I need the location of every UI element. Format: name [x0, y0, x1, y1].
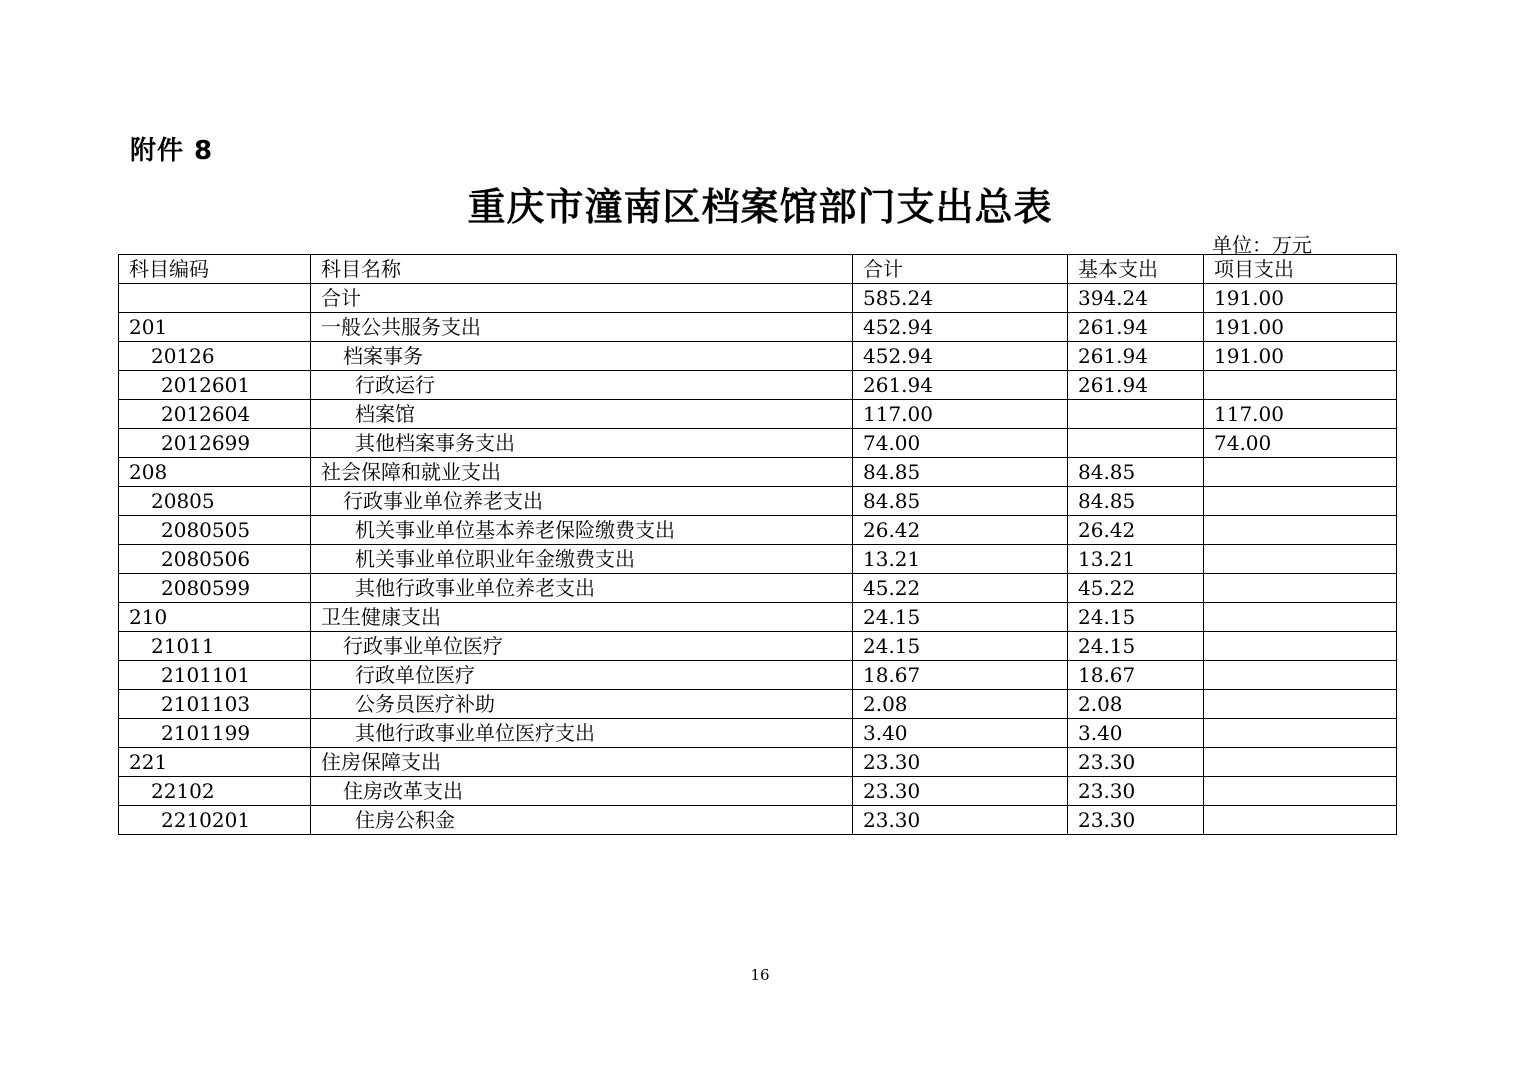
cell-code: 208 [119, 458, 311, 487]
cell-total: 45.22 [853, 574, 1068, 603]
table-row [119, 313, 1397, 342]
cell-basic [1068, 400, 1204, 429]
cell-name: 社会保障和就业支出 [311, 458, 853, 487]
header-name: 科目名称 [311, 255, 853, 284]
document-title: 重庆市潼南区档案馆部门支出总表 [467, 184, 1053, 229]
page-number: 16 [750, 966, 770, 984]
cell-name: 机关事业单位基本养老保险缴费支出 [311, 516, 853, 545]
table-row [119, 284, 1397, 313]
cell-code: 201 [119, 313, 311, 342]
cell-total: 23.30 [853, 777, 1068, 806]
cell-code: 21011 [119, 632, 311, 661]
cell-name: 一般公共服务支出 [311, 313, 853, 342]
cell-project: 191.00 [1204, 284, 1397, 313]
expense-table [118, 254, 1397, 835]
cell-project [1204, 545, 1397, 574]
cell-project: 191.00 [1204, 342, 1397, 371]
table-row [119, 458, 1397, 487]
header-basic: 基本支出 [1068, 255, 1204, 284]
table-row [119, 516, 1397, 545]
header-total: 合计 [853, 255, 1068, 284]
cell-project [1204, 777, 1397, 806]
header-project: 项目支出 [1204, 255, 1397, 284]
cell-total: 261.94 [853, 371, 1068, 400]
cell-total: 117.00 [853, 400, 1068, 429]
header-code: 科目编码 [119, 255, 311, 284]
cell-total: 26.42 [853, 516, 1068, 545]
cell-code: 20805 [119, 487, 311, 516]
cell-total: 13.21 [853, 545, 1068, 574]
cell-project [1204, 748, 1397, 777]
cell-basic: 84.85 [1068, 458, 1204, 487]
cell-total: 84.85 [853, 487, 1068, 516]
cell-code: 22102 [119, 777, 311, 806]
cell-code: 210 [119, 603, 311, 632]
cell-total: 24.15 [853, 632, 1068, 661]
cell-name: 住房改革支出 [311, 777, 853, 806]
cell-basic: 261.94 [1068, 313, 1204, 342]
table-header-row [119, 255, 1397, 284]
cell-basic: 45.22 [1068, 574, 1204, 603]
cell-code: 2101101 [119, 661, 311, 690]
cell-basic: 23.30 [1068, 777, 1204, 806]
cell-name: 行政事业单位医疗 [311, 632, 853, 661]
cell-name: 其他行政事业单位医疗支出 [311, 719, 853, 748]
table-row [119, 806, 1397, 835]
cell-name: 住房公积金 [311, 806, 853, 835]
cell-name: 机关事业单位职业年金缴费支出 [311, 545, 853, 574]
cell-project [1204, 458, 1397, 487]
cell-name: 公务员医疗补助 [311, 690, 853, 719]
cell-total: 84.85 [853, 458, 1068, 487]
cell-basic: 23.30 [1068, 748, 1204, 777]
cell-name: 合计 [311, 284, 853, 313]
cell-code [119, 284, 311, 313]
cell-basic: 3.40 [1068, 719, 1204, 748]
table-row [119, 748, 1397, 777]
cell-code: 2210201 [119, 806, 311, 835]
table-row [119, 719, 1397, 748]
table-row [119, 487, 1397, 516]
cell-basic: 84.85 [1068, 487, 1204, 516]
table-row [119, 690, 1397, 719]
cell-project [1204, 487, 1397, 516]
cell-code: 2012601 [119, 371, 311, 400]
cell-project [1204, 690, 1397, 719]
cell-total: 23.30 [853, 748, 1068, 777]
cell-name: 行政事业单位养老支出 [311, 487, 853, 516]
table-row [119, 574, 1397, 603]
unit-label: 单位：万元 [1212, 233, 1312, 257]
cell-name: 其他档案事务支出 [311, 429, 853, 458]
table-body [119, 284, 1397, 835]
cell-basic: 394.24 [1068, 284, 1204, 313]
cell-name: 档案馆 [311, 400, 853, 429]
cell-project [1204, 719, 1397, 748]
cell-basic: 26.42 [1068, 516, 1204, 545]
attachment-label: 附件 8 [130, 136, 214, 166]
cell-code: 2101199 [119, 719, 311, 748]
cell-basic: 261.94 [1068, 342, 1204, 371]
cell-basic: 13.21 [1068, 545, 1204, 574]
table-row [119, 632, 1397, 661]
table-row [119, 371, 1397, 400]
cell-code: 2101103 [119, 690, 311, 719]
cell-total: 585.24 [853, 284, 1068, 313]
cell-total: 2.08 [853, 690, 1068, 719]
cell-basic: 23.30 [1068, 806, 1204, 835]
table-row [119, 429, 1397, 458]
cell-project [1204, 661, 1397, 690]
cell-basic: 2.08 [1068, 690, 1204, 719]
table-row [119, 777, 1397, 806]
cell-name: 行政运行 [311, 371, 853, 400]
table-row [119, 400, 1397, 429]
table-row [119, 661, 1397, 690]
cell-name: 住房保障支出 [311, 748, 853, 777]
cell-total: 23.30 [853, 806, 1068, 835]
cell-project: 74.00 [1204, 429, 1397, 458]
cell-project [1204, 603, 1397, 632]
table-row [119, 603, 1397, 632]
cell-name: 卫生健康支出 [311, 603, 853, 632]
cell-name: 档案事务 [311, 342, 853, 371]
cell-project: 191.00 [1204, 313, 1397, 342]
cell-total: 18.67 [853, 661, 1068, 690]
cell-code: 2080505 [119, 516, 311, 545]
cell-code: 2080599 [119, 574, 311, 603]
cell-basic: 24.15 [1068, 603, 1204, 632]
cell-total: 3.40 [853, 719, 1068, 748]
cell-project [1204, 516, 1397, 545]
cell-basic: 24.15 [1068, 632, 1204, 661]
cell-code: 2080506 [119, 545, 311, 574]
cell-total: 24.15 [853, 603, 1068, 632]
cell-code: 2012604 [119, 400, 311, 429]
cell-project [1204, 632, 1397, 661]
cell-code: 2012699 [119, 429, 311, 458]
cell-project [1204, 574, 1397, 603]
cell-basic: 18.67 [1068, 661, 1204, 690]
cell-total: 452.94 [853, 313, 1068, 342]
cell-project [1204, 371, 1397, 400]
table-row [119, 342, 1397, 371]
cell-code: 20126 [119, 342, 311, 371]
cell-basic [1068, 429, 1204, 458]
cell-total: 452.94 [853, 342, 1068, 371]
table-row [119, 545, 1397, 574]
cell-basic: 261.94 [1068, 371, 1204, 400]
cell-total: 74.00 [853, 429, 1068, 458]
cell-code: 221 [119, 748, 311, 777]
cell-project: 117.00 [1204, 400, 1397, 429]
cell-project [1204, 806, 1397, 835]
cell-name: 行政单位医疗 [311, 661, 853, 690]
cell-name: 其他行政事业单位养老支出 [311, 574, 853, 603]
